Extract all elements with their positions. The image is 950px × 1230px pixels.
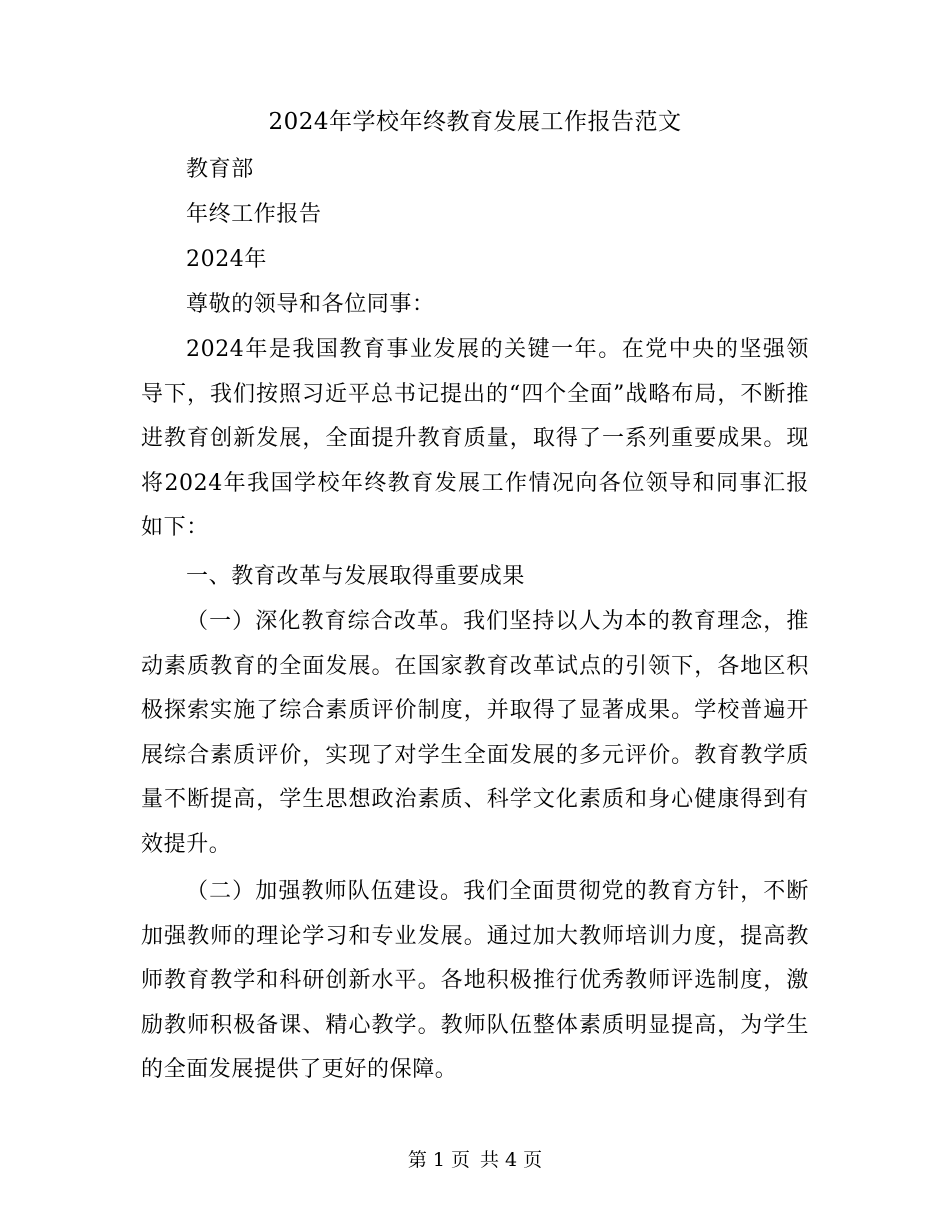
page-middle-text: 页 共 [450, 1149, 500, 1171]
intro-paragraph: 2024年是我国教育事业发展的关键一年。在党中央的坚强领导下，我们按照习近平总书记提出的“四个全面”战略布局，不断推进教育创新发展，全面提升教育质量，取得了一系列重要成果。现将2024年我国学校年终教育发展工作情况向各位领导和同事汇报如下： [141, 337, 809, 541]
salutation: 尊敬的领导和各位同事： [186, 292, 435, 317]
section-1-heading: 一、教育改革与发展取得重要成果 [186, 564, 526, 589]
page-prefix: 第 [407, 1149, 427, 1171]
page-suffix: 页 [523, 1149, 543, 1171]
page-number-current: 1 [432, 1149, 445, 1171]
section-1-item-2-paragraph: （二）加强教师队伍建设。我们全面贯彻党的教育方针，不断加强教师的理论学习和专业发展。通过加大教师培训力度，提高教师教育教学和科研创新水平。各地积极推行优秀教师评选制度，激励教师积极备课、精心教学。教师队伍整体素质明显提高，为学生的全面发展提供了更好的保障。 [141, 879, 809, 1083]
page-number-total: 4 [505, 1149, 518, 1171]
department-line: 教育部 [186, 157, 254, 182]
document-title: 2024年学校年终教育发展工作报告范文 [268, 109, 682, 135]
page-footer [0, 1146, 950, 1174]
year-line: 2024年 [186, 247, 267, 272]
section-1-item-1-paragraph: （一）深化教育综合改革。我们坚持以人为本的教育理念，推动素质教育的全面发展。在国家教育改革试点的引领下，各地区积极探索实施了综合素质评价制度，并取得了显著成果。学校普遍开展综合素质评价，实现了对学生全面发展的多元评价。教育教学质量不断提高，学生思想政治素质、科学文化素质和身心健康得到有效提升。 [141, 609, 809, 857]
report-type-line: 年终工作报告 [186, 202, 322, 227]
